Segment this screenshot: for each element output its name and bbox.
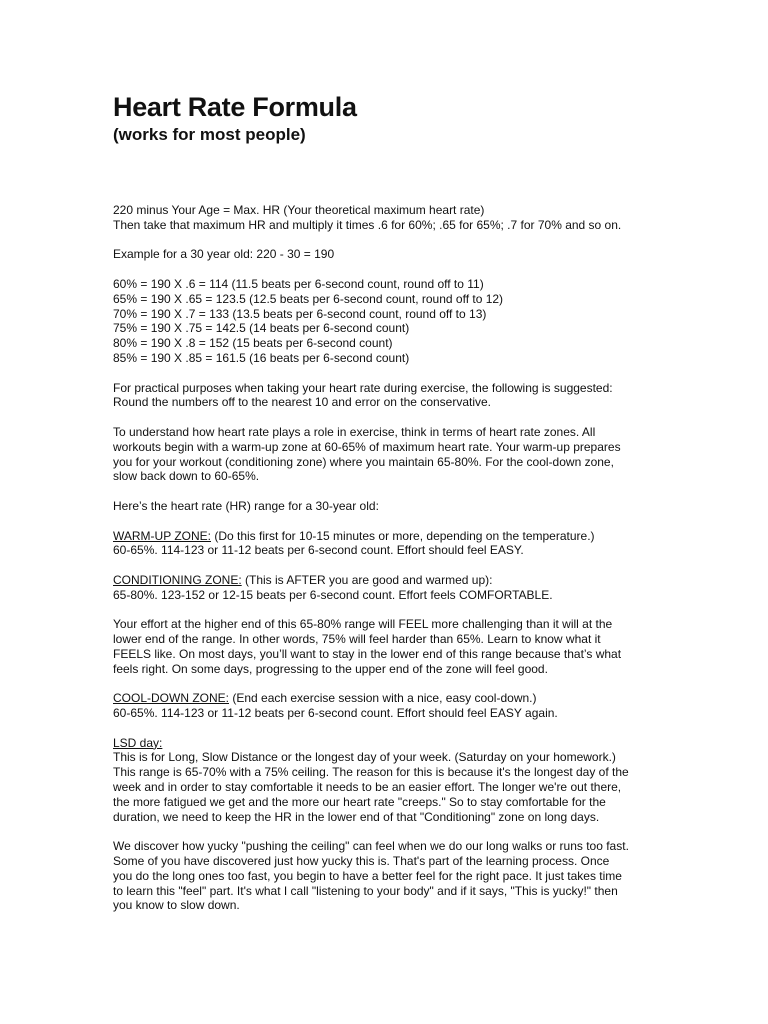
cooldown-heading — [113, 691, 658, 706]
lsd-line: duration, we need to keep the HR in the lower end of that "Conditioning" zone on long days. — [113, 809, 600, 824]
conditioning-zone-detail: 65-80%. 123-152 or 12-15 beats per 6-second count. Effort feels COMFORTABLE. — [113, 587, 553, 602]
effort-line: lower end of the range. In other words, 75% will feel harder than 65%. Learn to know what it — [113, 632, 601, 647]
conditioning-zone-label: CONDITIONING ZONE: — [113, 572, 242, 587]
lsd-heading — [113, 736, 658, 751]
lsd-day-label: LSD day: — [113, 735, 163, 750]
calculation-line: 80% = 190 X .8 = 152 (15 beats per 6-second count) — [113, 336, 393, 351]
conditioning-zone-note: (This is AFTER you are good and warmed up): — [241, 572, 493, 587]
calculation-line: 65% = 190 X .65 = 123.5 (12.5 beats per 6-second count, round off to 12) — [113, 291, 504, 306]
conditioning-heading — [113, 573, 658, 588]
closing-line: We discover how yucky "pushing the ceiling" can feel when we do our long walks or runs too fast. — [113, 839, 629, 854]
effort-line: FEELS like. On most days, you’ll want to stay in the lower end of this range because that’s what — [113, 646, 622, 661]
cooldown-zone-note: (End each exercise session with a nice, easy cool-down.) — [229, 691, 537, 706]
warmup-zone-detail: 60-65%. 114-123 or 11-12 beats per 6-second count. Effort should feel EASY. — [113, 543, 524, 558]
closing-line: Some of you have discovered just how yucky this is. That's part of the learning process. Once — [113, 854, 610, 869]
range-intro-line: Here’s the heart rate (HR) range for a 30-year old: — [113, 498, 379, 513]
lsd-line: This is for Long, Slow Distance or the longest day of your week. (Saturday on your homework.) — [113, 750, 616, 765]
page-title: Heart Rate Formula — [113, 92, 357, 122]
calculation-line: 85% = 190 X .85 = 161.5 (16 beats per 6-second count) — [113, 350, 410, 365]
calculation-line: 70% = 190 X .7 = 133 (13.5 beats per 6-second count, round off to 13) — [113, 306, 487, 321]
closing-line: you know to slow down. — [113, 898, 240, 913]
lsd-line: week and in order to stay comfortable it needs to be an easier effort. The longer we're out there, — [113, 780, 622, 795]
lsd-line: This range is 65-70% with a 75% ceiling. The reason for this is because it's the longest day of the — [113, 765, 629, 780]
cooldown-zone-label: COOL-DOWN ZONE: — [113, 691, 229, 706]
page-subtitle: (works for most people) — [113, 125, 306, 144]
warmup-zone-note: (Do this first for 10-15 minutes or more, depending on the temperature.) — [211, 528, 595, 543]
zones-intro-line: you for your workout (conditioning zone) where you maintain 65-80%. For the cool-down zone, — [113, 454, 614, 469]
zones-intro-line: To understand how heart rate plays a role in exercise, think in terms of heart rate zones. All — [113, 424, 596, 439]
effort-line: feels right. On some days, progressing to the upper end of the zone will feel good. — [113, 661, 548, 676]
calculation-line: 75% = 190 X .75 = 142.5 (14 beats per 6-second count) — [113, 321, 410, 336]
practical-line: For practical purposes when taking your heart rate during exercise, the following is suggested: — [113, 380, 613, 395]
document-body — [113, 203, 658, 913]
lsd-line: the more fatigued we get and the more our heart rate "creeps." So to stay comfortable for the — [113, 794, 606, 809]
calculation-line: 60% = 190 X .6 = 114 (11.5 beats per 6-second count, round off to 11) — [113, 276, 484, 291]
intro-line: 220 minus Your Age = Max. HR (Your theoretical maximum heart rate) — [113, 203, 485, 217]
intro-line: Then take that maximum HR and multiply it times .6 for 60%; .65 for 65%; .7 for 70% and so on. — [113, 217, 622, 232]
cooldown-zone-detail: 60-65%. 114-123 or 11-12 beats per 6-second count. Effort should feel EASY again. — [113, 706, 558, 721]
zones-intro-line: workouts begin with a warm-up zone at 60-65% of maximum heart rate. Your warm-up prepares — [113, 439, 621, 454]
closing-line: you do the long ones too fast, you begin to have a better feel for the right pace. It just takes time — [113, 868, 622, 883]
example-line: Example for a 30 year old: 220 - 30 = 190 — [113, 247, 335, 262]
effort-line: Your effort at the higher end of this 65-80% range will FEEL more challenging than it will at the — [113, 617, 613, 632]
practical-line: Round the numbers off to the nearest 10 and error on the conservative. — [113, 395, 492, 410]
warmup-heading — [113, 529, 658, 544]
closing-line: to learn this "feel" part. It's what I call "listening to your body" and if it says, "This is yucky!" then — [113, 883, 618, 898]
zones-intro-line: slow back down to 60-65%. — [113, 469, 260, 484]
warmup-zone-label: WARM-UP ZONE: — [113, 528, 211, 543]
